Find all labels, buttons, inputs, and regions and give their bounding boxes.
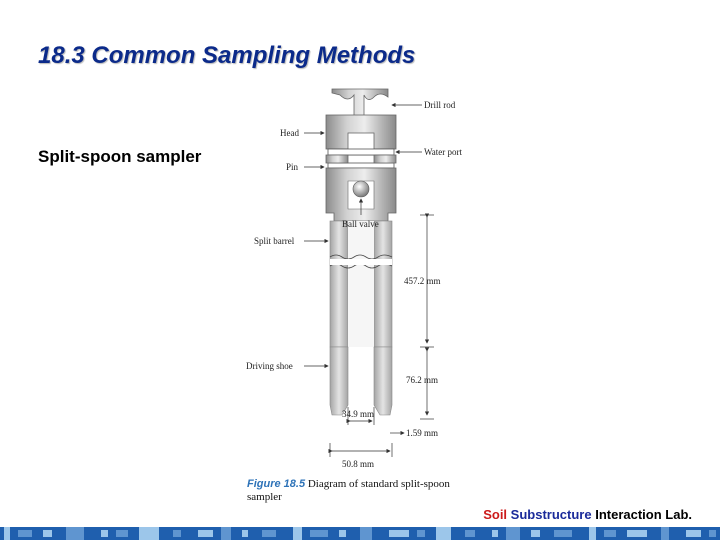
bar-block (242, 530, 248, 537)
figure-number: Figure 18.5 (247, 478, 306, 490)
label-split-barrel: Split barrel (254, 236, 295, 246)
slide-subtitle: Split-spoon sampler (38, 147, 202, 166)
bar-block (198, 530, 213, 537)
lab-name-soil: Soil (483, 507, 508, 522)
bar-block (686, 530, 701, 537)
bar-block (506, 527, 520, 540)
figure-caption (247, 478, 477, 504)
bar-block (554, 530, 572, 537)
bar-block (310, 530, 328, 537)
bar-block (360, 527, 372, 540)
bar-block (589, 527, 596, 540)
bar-block (436, 527, 451, 540)
bar-block (116, 530, 128, 537)
bar-block (531, 530, 540, 537)
label-driving-shoe: Driving shoe (246, 361, 293, 371)
split-barrel (330, 221, 392, 347)
bar-block (18, 530, 32, 537)
ball-valve-ball (353, 181, 369, 197)
lab-name-interaction: Interaction Lab. (595, 507, 692, 522)
bar-block (339, 530, 346, 537)
bar-block (465, 530, 475, 537)
sampler-head (326, 115, 396, 168)
bar-block (293, 527, 302, 540)
bar-block (262, 530, 276, 537)
label-drill-rod: Drill rod (424, 100, 456, 110)
bar-block (661, 527, 669, 540)
bar-block (173, 530, 181, 537)
label-ball-valve: Ball valve (342, 219, 379, 229)
bar-block (492, 530, 498, 537)
bar-block (627, 530, 647, 537)
dim-wall-offset: 1.59 mm (406, 428, 439, 438)
bar-block (604, 530, 616, 537)
bottom-decor-bar (0, 527, 720, 540)
bar-block (139, 527, 159, 540)
lab-name-substructure: Substructure (510, 507, 592, 522)
dim-barrel-length: 457.2 mm (404, 276, 441, 286)
dim-shoe-length: 76.2 mm (406, 375, 439, 385)
label-head: Head (280, 128, 299, 138)
bar-block (43, 530, 52, 537)
bar-block (417, 530, 425, 537)
lab-name (483, 507, 692, 522)
split-spoon-diagram (240, 85, 480, 480)
driving-shoe (330, 347, 392, 415)
bar-block (389, 530, 409, 537)
dim-outer-diameter: 50.8 mm (342, 459, 375, 469)
bar-block (709, 530, 716, 537)
bar-block (66, 527, 84, 540)
figure-caption-text: Diagram of standard split-spoon sampler (247, 478, 450, 503)
bar-block (221, 527, 231, 540)
label-water-port: Water port (424, 147, 463, 157)
label-pin: Pin (286, 162, 299, 172)
bar-block (101, 530, 108, 537)
dim-inner-diameter: 34.9 mm (342, 409, 375, 419)
slide-title: 18.3 Common Sampling Methods (38, 42, 416, 69)
bar-block (4, 527, 10, 540)
